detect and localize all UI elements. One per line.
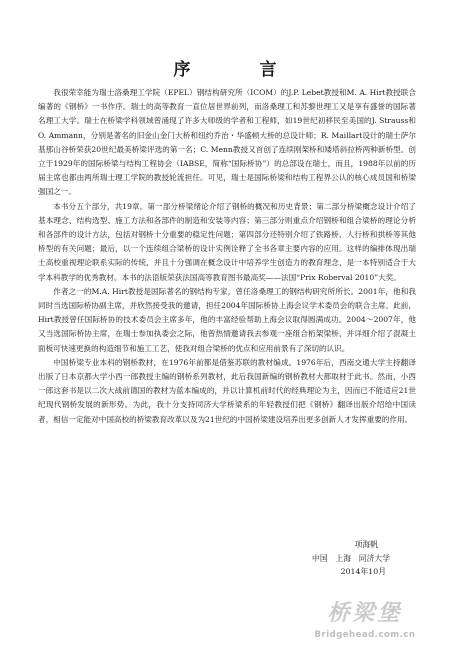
signature-date: 2014年10月 bbox=[340, 567, 386, 576]
signature-author: 项海帆 bbox=[354, 540, 378, 549]
page-title: 序 言 bbox=[173, 60, 303, 80]
preface-body bbox=[38, 86, 416, 427]
paragraph-3: 作者之一的M.A. Hirt教授是国际著名的钢结构专家，曾任洛桑理工的钢结构研究所所长。2001年，他和我同时当选国际桥协副主席，并欣然接受我的邀请，担任2004年国际桥协上海会议学术委员会的联合主席。此前，Hirt教授曾任国际桥协的技术委员会主席多年，他的丰富经验帮助上海会议取得圆满成功。2004～2007年，他又当选国际桥协主席，在瑞士参加执委会之际，他曾热情邀请我去参观一座组合桁架梁桥，并详细介绍了混凝土面板可快速更换的构造细节和施工工艺，使我对组合梁桥的优点和应用前景有了深切的认识。 bbox=[38, 286, 416, 353]
watermark-chinese: 桥梁堡 bbox=[327, 601, 403, 626]
watermark-url: Bridgehead.com.cn bbox=[314, 630, 416, 640]
watermark-logo bbox=[310, 600, 420, 650]
paragraph-1: 我很荣幸能为瑞士洛桑理工学院（EPEL）钢结构研究所（ICOM）的J.P. Lebet教授和M. A. Hirt教授联合编著的《钢桥》一书作序。瑞士的高等教育一直位居世界前列，而洛桑理工和苏黎世理工又是享有盛誉的国际著名理工大学。瑞士在桥梁学科领域曾涌现了许多大师级的学者和工程师，如19世纪初移民至美国的J. Strauss和O. Ammann，分别是著名的旧金山金门大桥和纽约乔治・华盛顿大桥的总设计师；R. Maillart设计的瑞士萨尔基那山谷桥荣获20世纪最美桥梁评选的第一名；C. Menn教授又首创了连续刚架桥和矮塔斜拉桥两种新桥型。创立于1929年的国际桥梁与结构工程协会（IABSE，简称“国际桥协”）的总部设在瑞士，而且，1988年以前的历届主席也都由两所瑞士理工学院的教授轮流担任。可见，瑞士是国际桥梁和结构工程界公认的核心成员国和桥梁强国之一。 bbox=[38, 88, 416, 197]
paragraph-2: 本书分五个部分，共19章。第一部分桥梁绪论介绍了钢桥的概况和历史背景；第二部分桥梁概念设计介绍了基本理念、结构选型、施工方法和各部件的制造和安装等内容；第三部分则重点介绍钢桥和组合梁桥的理论分析和各部件的设计方法，包括对钢桥十分重要的稳定性问题；第四部分还特别介绍了铁路桥、人行桥和拱桥等其他桥型的有关问题；最后，以一个连续组合梁桥的设计实例诠释了全书各章主要内容的应用。这样的编排体现出瑞士高校重视理论联系实际的传统，并且十分强调在概念设计中培养学生创造力的教育理念，是一本特别适合于大学本科教学的优秀教材。本书的法语版荣获法国高等教育图书最高奖——法国“Prix Roberval 2010”大奖。 bbox=[38, 201, 416, 282]
signature-block bbox=[312, 538, 390, 579]
signature-affiliation: 中国 上海 同济大学 bbox=[312, 553, 390, 563]
paragraph-4: 中国桥梁专业本科的钢桥教材，在1976年前都是借鉴苏联的教材编成。1976年后，西南交通大学主持翻译出版了日本京都大学小西一郎教授主编的钢桥系列教材，此后我国新编的钢桥教材大都取材于此书。然而，小西一郎这套书是以二次大战前德国的教材为蓝本编成的，并以计算机前时代的经典理论为主，因而已不能适应21世纪现代钢桥发展的新形势。为此，我十分支持同济大学桥梁系的年轻教授们把《钢桥》翻译出版介绍给中国读者，相信一定能对中国高校的桥梁教育改革以及为21世纪的中国桥梁建设培养出更多创新人才发挥重要的作用。 bbox=[38, 357, 416, 424]
